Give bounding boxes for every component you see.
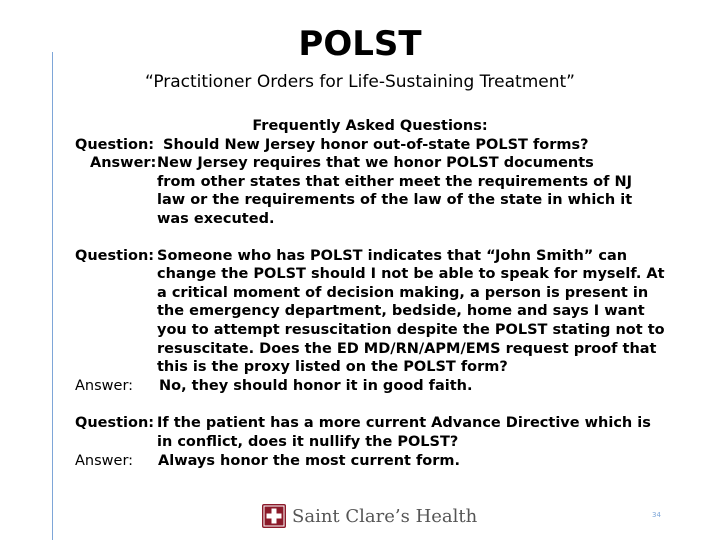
cross-logo-icon [262,504,286,528]
question-text: Someone who has POLST indicates that “John Smith” can change the POLST should I not be able to speak for myself. At a critical moment of decision making, a person is present in the emergency department, bedside, home and says I want you to attempt resuscitation despite the POLST stating not to resuscitate. Does the ED MD/RN/APM/EMS request proof that this is the proxy listed on the POLST form? [157,247,665,376]
question-label: Question: [75,136,155,153]
page-number: 34 [652,511,661,519]
logo-text: Saint Clare’s Health [292,505,478,527]
answer-label: Answer: [75,377,134,394]
answer-text: New Jersey requires that we honor POLST documents from other states that either meet the requirements of NJ law or the requirements of the law of the state in which it was executed. [157,155,633,227]
faq-content [75,117,675,470]
question-label: Question: [75,247,155,264]
answer-label: Answer: [75,452,134,469]
faq-heading: Frequently Asked Questions: [252,118,488,134]
page-title: POLST [298,24,422,64]
page-subtitle: “Practitioner Orders for Life-Sustaining Treatment” [145,72,575,92]
answer-text: Always honor the most current form. [158,452,461,469]
question-1 [75,136,675,155]
answer-label: Answer: [90,155,157,172]
left-divider [52,52,53,540]
question-2 [75,247,675,377]
saint-clares-logo [262,503,477,529]
question-text: Should New Jersey honor out-of-state POLST forms? [163,136,589,153]
question-text: If the patient has a more current Advance Directive which is in conflict, does it nullify the POLST? [157,415,651,450]
answer-2 [75,377,675,396]
question-3 [75,414,675,451]
question-label: Question: [75,415,155,432]
answer-text: No, they should honor it in good faith. [159,377,473,394]
answer-3 [75,452,675,471]
answer-1 [75,154,675,228]
